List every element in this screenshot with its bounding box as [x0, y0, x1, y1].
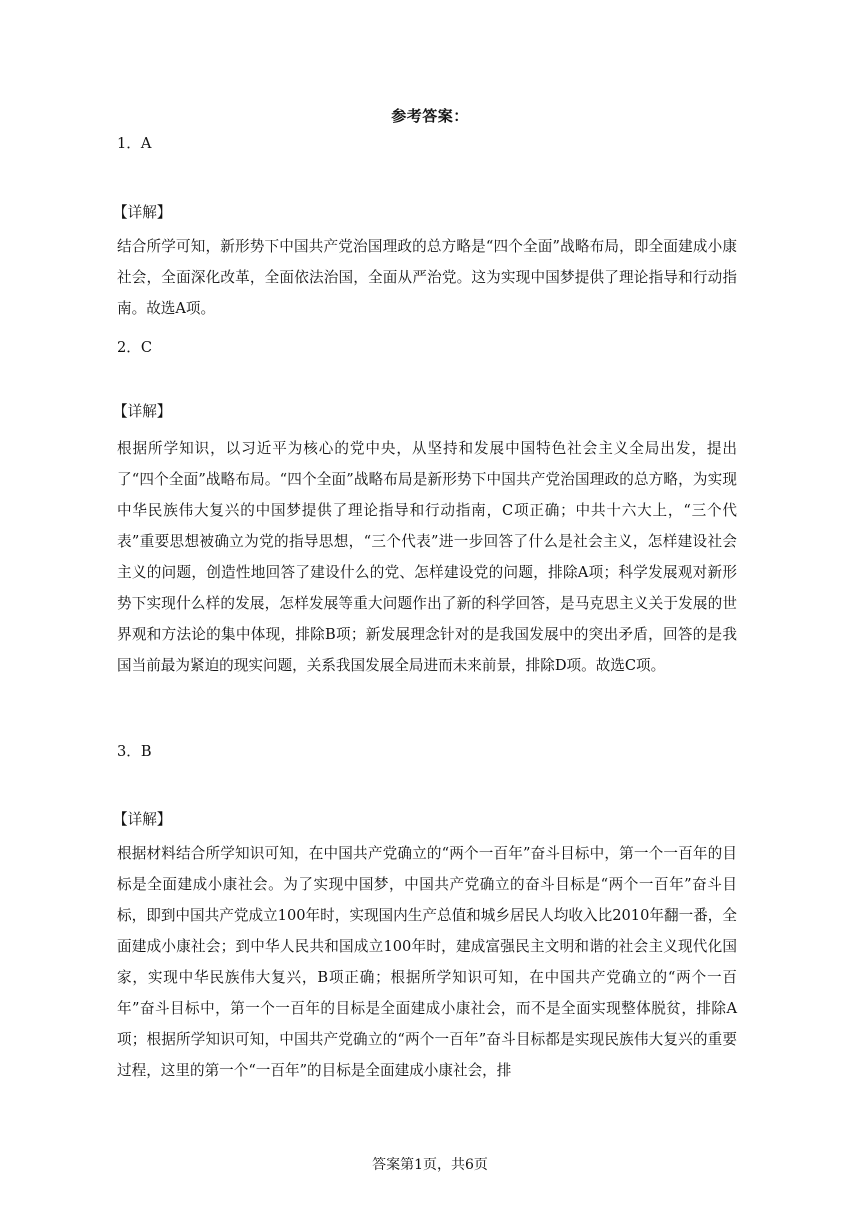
answer-2: 2．C	[117, 339, 153, 356]
answer-3: 3．B	[117, 743, 152, 760]
detail-label-2: 【详解】	[113, 403, 172, 420]
explanation-text-2: 根据所学知识，以习近平为核心的党中央，从坚持和发展中国特色社会主义全局出发，提出了“四个全面”战略布局。“四个全面”战略布局是新形势下中国共产党治国理政的总方略，为实现中华民族伟大复兴的中国梦提供了理论指导和行动指南，C项正确；中共十六大上，“三个代表”重要思想被确立为党的指导思想，“三个代表”进一步回答了什么是社会主义，怎样建设社会主义的问题，创造性地回答了建设什么的党、怎样建设党的问题，排除A项；科学发展观对新形势下实现什么样的发展，怎样发展等重大问题作出了新的科学回答，是马克思主义关于发展的世界观和方法论的集中体现，排除B项；新发展理念针对的是我国发展中的突出矛盾，回答的是我国当前最为紧迫的现实问题，关系我国发展全局进而未来前景，排除D项。故选C项。	[117, 440, 737, 674]
explanation-1	[117, 231, 737, 324]
explanation-3	[117, 838, 737, 1086]
detail-label-3: 【详解】	[113, 811, 172, 828]
explanation-2	[117, 433, 737, 681]
answer-1: 1．A	[117, 135, 152, 152]
detail-label-1: 【详解】	[113, 204, 172, 221]
explanation-text-3: 根据材料结合所学知识可知，在中国共产党确立的“两个一百年”奋斗目标中，第一个一百年的目标是全面建成小康社会。为了实现中国梦，中国共产党确立的奋斗目标是“两个一百年”奋斗目标，即到中国共产党成立100年时，实现国内生产总值和城乡居民人均收入比2010年翻一番，全面建成小康社会；到中华人民共和国成立100年时，建成富强民主文明和谐的社会主义现代化国家，实现中华民族伟大复兴，B项正确；根据所学知识可知，在中国共产党确立的“两个一百年”奋斗目标中，第一个一百年的目标是全面建成小康社会，而不是全面实现整体脱贫，排除A项；根据所学知识可知，中国共产党确立的“两个一百年”奋斗目标都是实现民族伟大复兴的重要过程，这里的第一个“一百年”的目标是全面建成小康社会，排	[117, 845, 737, 1079]
page-title: 参考答案：	[391, 107, 469, 125]
page-footer: 答案第1页，共6页	[372, 1157, 488, 1173]
explanation-text-1: 结合所学可知，新形势下中国共产党治国理政的总方略是“四个全面”战略布局，即全面建成小康社会，全面深化改革，全面依法治国，全面从严治党。这为实现中国梦提供了理论指导和行动指南。故选A项。	[117, 238, 737, 317]
